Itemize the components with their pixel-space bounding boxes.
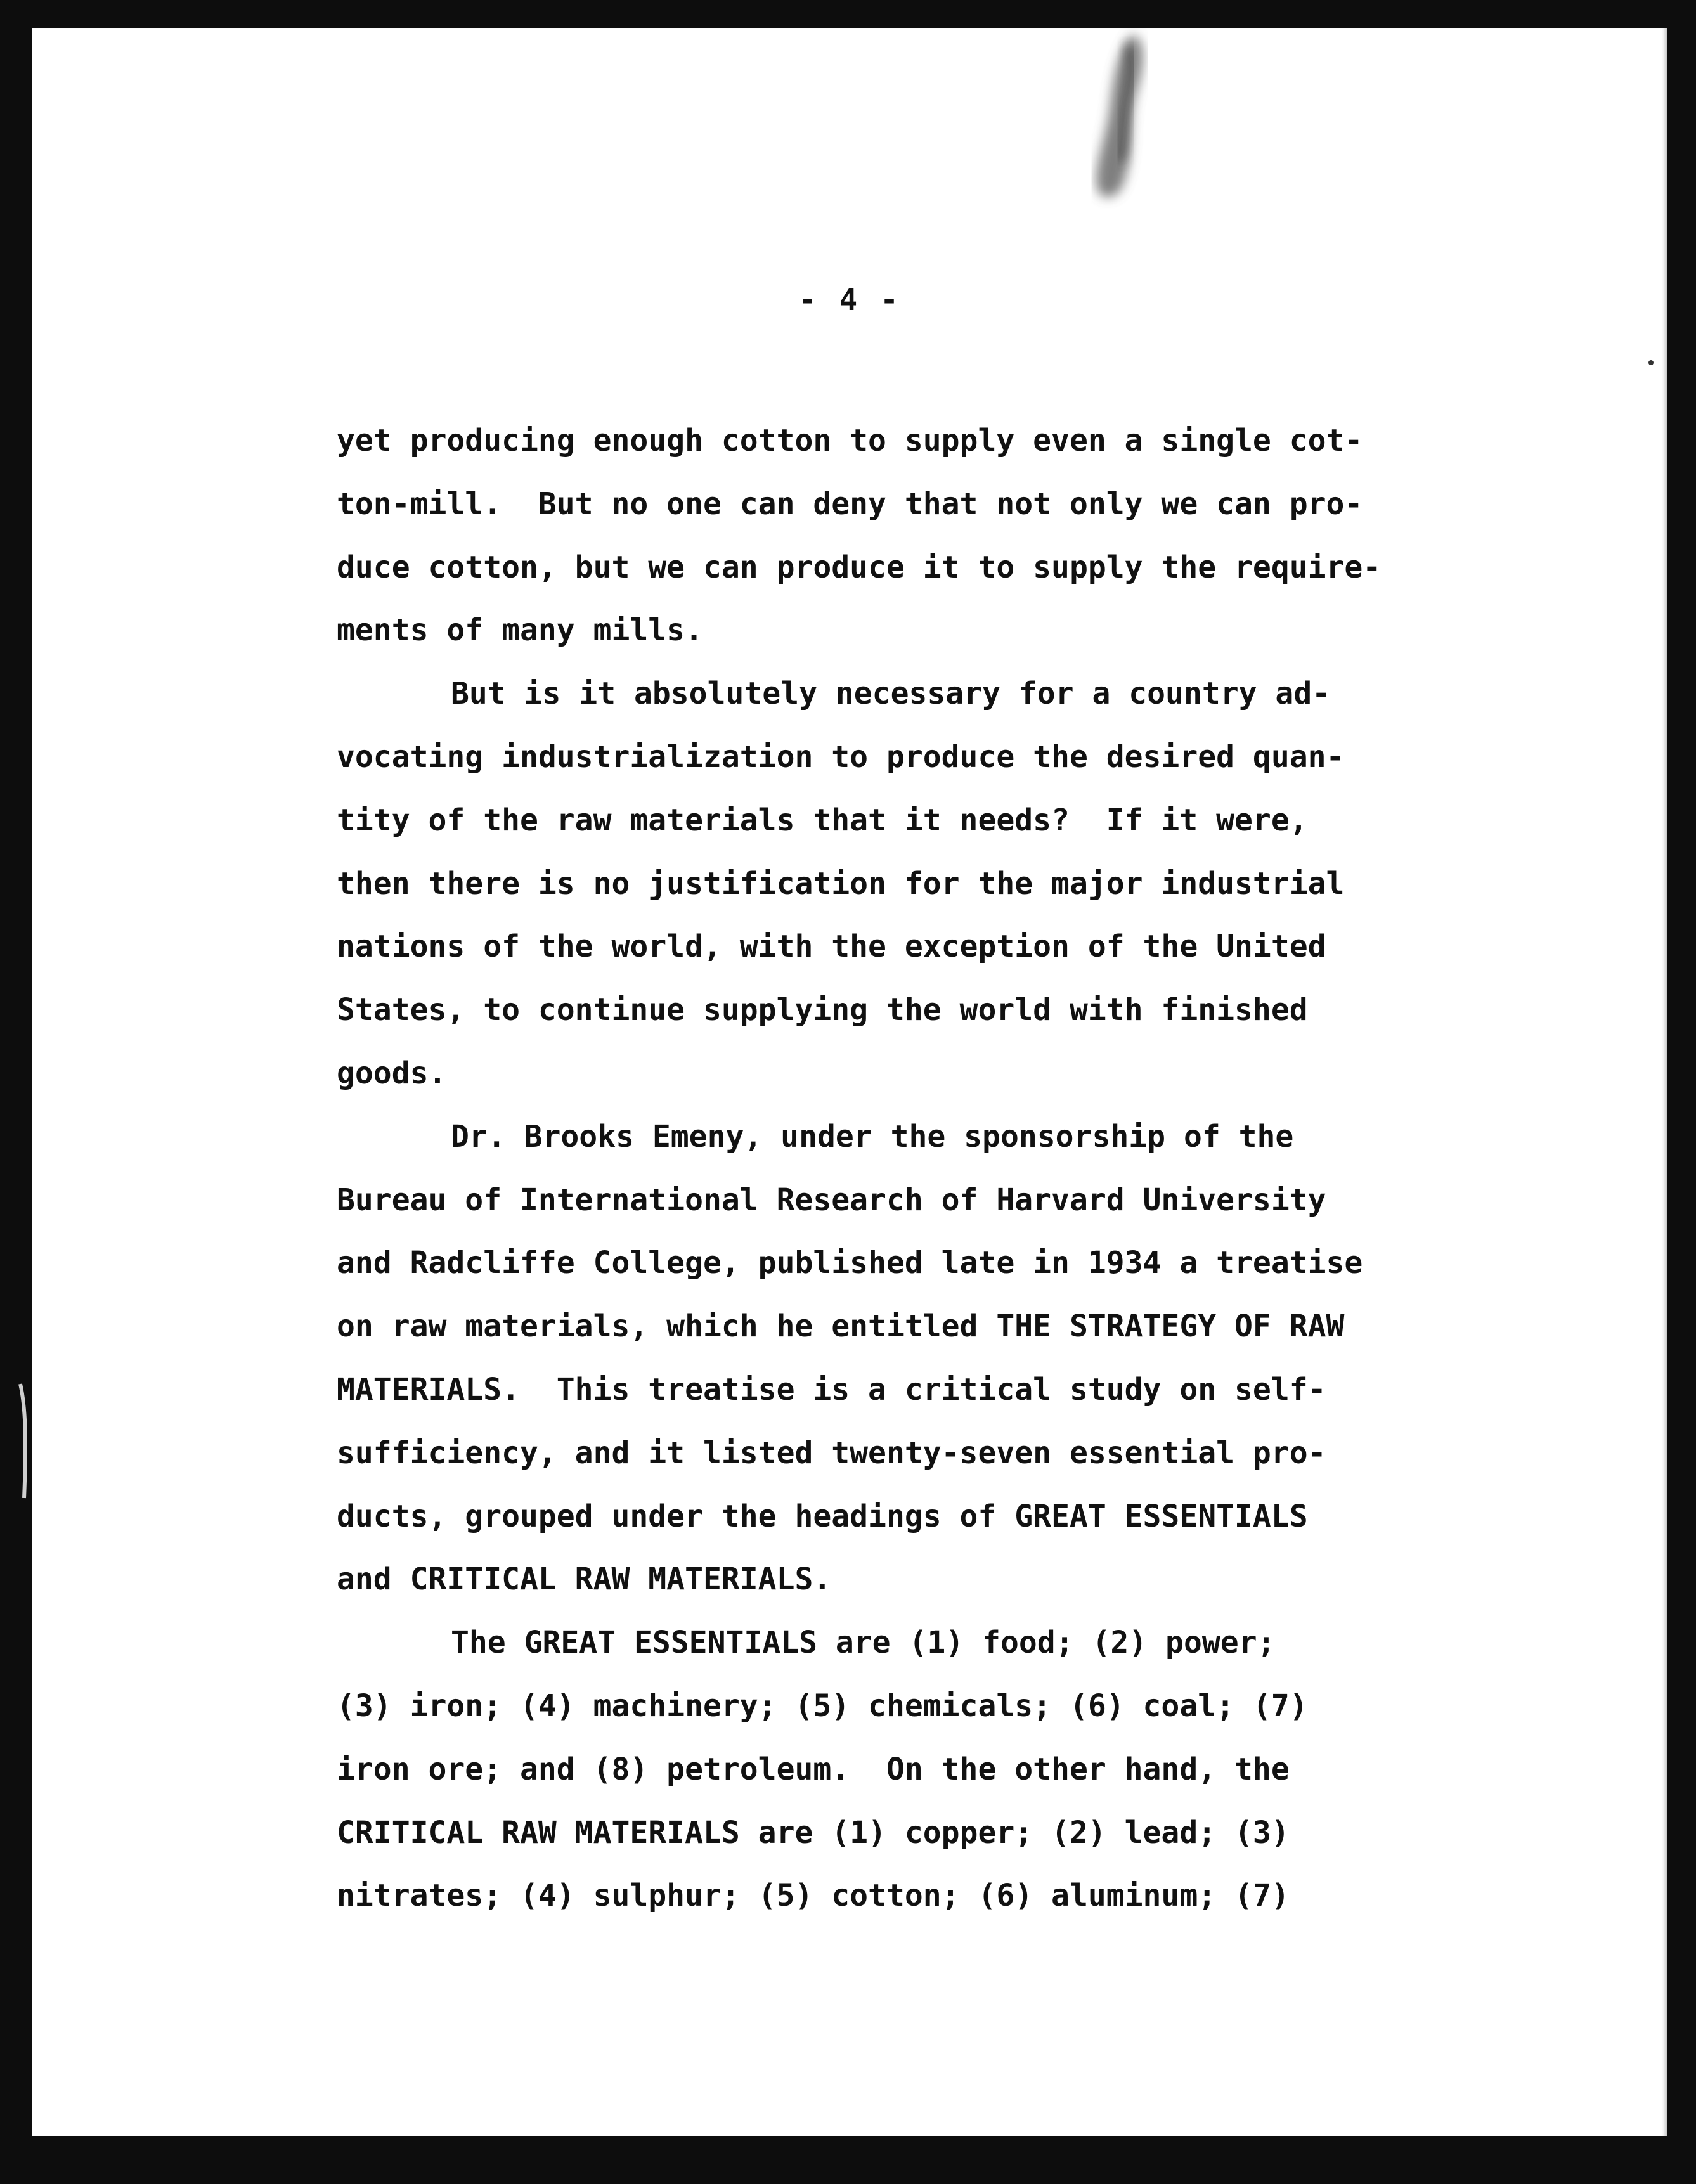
text-line: iron ore; and (8) petroleum. On the other hand, the bbox=[337, 1751, 1290, 1787]
text-line: tity of the raw materials that it needs? If it were, bbox=[337, 802, 1308, 838]
text-line: duce cotton, but we can produce it to supply the require- bbox=[337, 549, 1382, 585]
text-line: then there is no justification for the major industrial bbox=[337, 865, 1345, 901]
text-line: sufficiency, and it listed twenty-seven essential pro- bbox=[337, 1435, 1326, 1471]
text-line: and Radcliffe College, published late in 1934 a treatise bbox=[337, 1245, 1363, 1281]
body-text bbox=[337, 410, 1510, 1928]
text-line: goods. bbox=[337, 1055, 447, 1091]
margin-mark bbox=[16, 1381, 30, 1501]
text-line: ducts, grouped under the headings of GREAT ESSENTIALS bbox=[337, 1498, 1308, 1534]
speck bbox=[1648, 360, 1654, 365]
text-line: nitrates; (4) sulphur; (5) cotton; (6) aluminum; (7) bbox=[337, 1878, 1290, 1914]
text-line: But is it absolutely necessary for a country ad- bbox=[451, 676, 1331, 712]
ink-smudge bbox=[1071, 28, 1167, 218]
text-line: CRITICAL RAW MATERIALS are (1) copper; (2) lead; (3) bbox=[337, 1814, 1290, 1851]
document-page bbox=[32, 28, 1667, 2136]
text-line: ton-mill. But no one can deny that not only we can pro- bbox=[337, 486, 1363, 522]
text-line: (3) iron; (4) machinery; (5) chemicals; (6) coal; (7) bbox=[337, 1688, 1308, 1724]
text-line: on raw materials, which he entitled THE STRATEGY OF RAW bbox=[337, 1308, 1345, 1345]
text-line: States, to continue supplying the world with finished bbox=[337, 992, 1308, 1028]
text-line: Dr. Brooks Emeny, under the sponsorship of the bbox=[451, 1118, 1294, 1154]
text-line: MATERIALS. This treatise is a critical study on self- bbox=[337, 1371, 1326, 1407]
text-line: ments of many mills. bbox=[337, 612, 703, 649]
text-line: and CRITICAL RAW MATERIALS. bbox=[337, 1561, 832, 1598]
text-line: yet producing enough cotton to supply even a single cot- bbox=[337, 423, 1363, 458]
text-line: Bureau of International Research of Harvard University bbox=[337, 1182, 1326, 1218]
text-line: nations of the world, with the exception of the United bbox=[337, 929, 1326, 965]
page-number: - 4 - bbox=[798, 283, 901, 318]
text-line: vocating industrialization to produce the desired quan- bbox=[337, 739, 1345, 775]
text-line: The GREAT ESSENTIALS are (1) food; (2) power; bbox=[451, 1625, 1276, 1661]
